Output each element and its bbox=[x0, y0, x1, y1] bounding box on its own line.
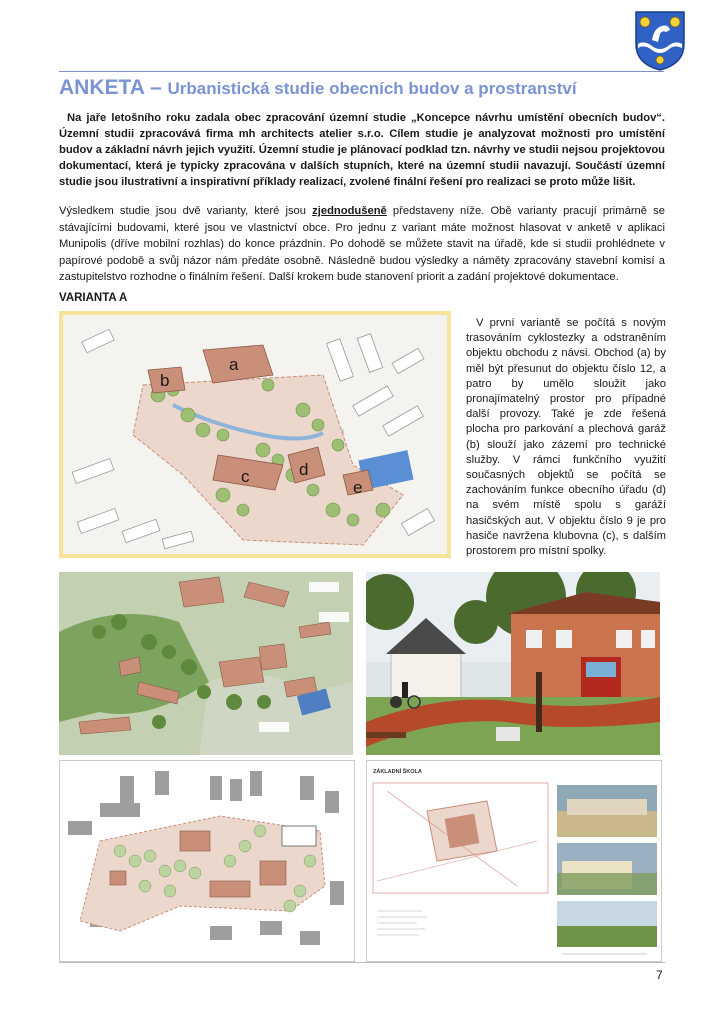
site-plan-detail-image bbox=[59, 760, 355, 962]
site-plan-variant-a bbox=[59, 311, 451, 558]
plan-label-b: b bbox=[160, 371, 170, 390]
school-drawing-label: ZÁKLADNÍ ŠKOLA bbox=[373, 769, 422, 775]
results-emphasis: zjednodušeně bbox=[312, 205, 387, 217]
school-drawing-sheet bbox=[366, 760, 662, 962]
plan-label-a: a bbox=[229, 355, 239, 374]
results-part1: Výsledkem studie jsou dvě varianty, které jsou bbox=[59, 205, 313, 217]
page-title bbox=[59, 76, 577, 100]
intro-paragraph: Na jaře letošního roku zadala obec zpracování územní studie „Koncepce návrhu umístění obecních budov“. Územní studii zpracovává firma mh architects atelier s.r.o. Cílem studie je analyzovat možnosti pro umístění budov a základní návrh jejich využití. Územní studie je plánovací podklad tzn. návrhy ve studii nejsou projektovou dokumentací, která je typicky zpracována v dalších stupních, které na územní studii navazují. Součástí územní studie jsou ilustrativní a inspirativní příklady realizací, zvolené finální řešení pro realizaci se proto může lišit. bbox=[59, 112, 665, 188]
footer-rule bbox=[59, 962, 665, 963]
variant-a-description: V první variantě se počítá s novým trasováním cyklostezky a odstraněním objektu obchodu z návsi. Obchod (a) by měl být přesunut do objektu číslo 12, a patro by umělo sloužit jako pronajímatelný prostor pro případné další provozy. Také je zde řešená plocha pro parkování a plechová garáž (b) slouží jako zázemí pro technické služby. V rámci funkčního využití současných objektů se počítá se zachováním funkce obecního úřadu (d) na svém místě spolu s garáží hasičských aut. V objektu číslo 9 je pro hasiče navržena klubovna (c), s dalším prostorem pro místní spolky. bbox=[466, 317, 666, 558]
street-render-image bbox=[366, 572, 660, 755]
plan-label-e: e bbox=[353, 478, 363, 497]
variant-a-heading: VARIANTA A bbox=[59, 292, 128, 304]
municipal-crest bbox=[634, 10, 686, 72]
aerial-render-image bbox=[59, 572, 353, 755]
title-sub: Urbanistická studie obecních budov a prostranství bbox=[167, 79, 577, 98]
title-main: ANKETA – bbox=[59, 76, 168, 99]
header-rule bbox=[59, 71, 664, 72]
results-part2: představeny níže. Obě varianty pracují primárně se stávajícími budovami, které jsou ve vlastnictví obce. Pro jednu z variant máte možnost hlasovat v anketě v aplikaci Munipolis (dříve mobilní rozhlas) do konce prázdnin. Po dohodě se můžete stavit na úřadě, kde si studii prohlédnete v papírové podobě a svůj názor nám předáte osobně. Následně budou výsledky a náměty zpracovány stavební komisí a zastupitelstvo rozhodne o finálním řešení. Další krokem bude stanovení priorit a zadání projektové dokumentace. bbox=[59, 205, 665, 283]
site-plan-drawing bbox=[63, 315, 447, 554]
page-number: 7 bbox=[656, 968, 663, 982]
plan-label-c: c bbox=[241, 467, 250, 486]
results-paragraph bbox=[59, 203, 665, 286]
plan-label-d: d bbox=[299, 460, 309, 479]
